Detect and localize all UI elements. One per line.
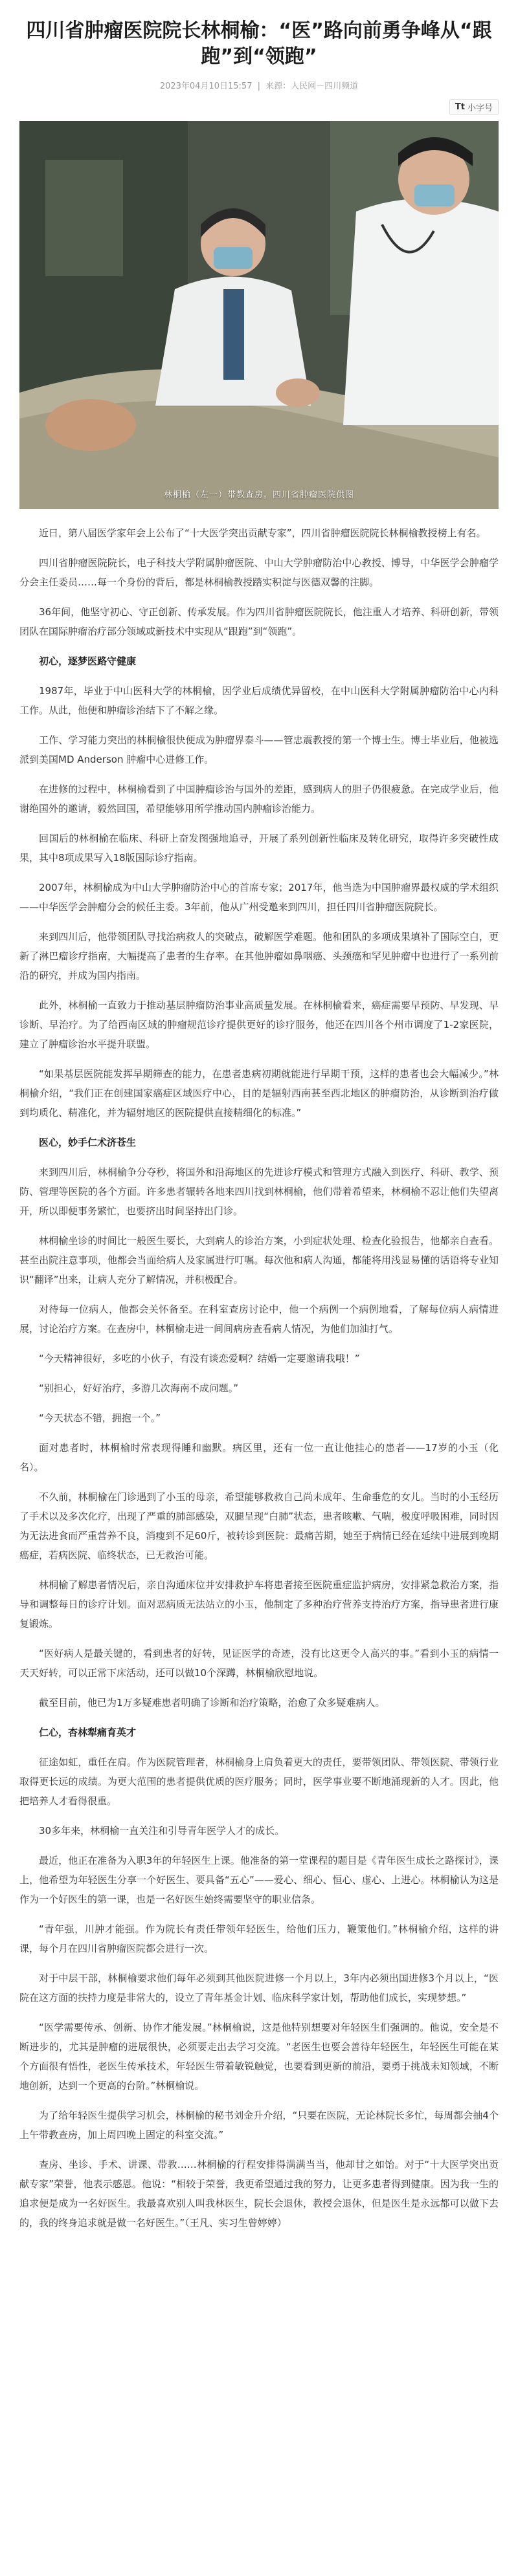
meta-divider: | xyxy=(257,82,260,91)
article-paragraph: 最近，他正在准备为入职3年的年轻医生上课。他准备的第一堂课程的题目是《青年医生成长之路探讨》，课上，他希望为年轻医生分享一个好医生、要具备“五心”——爱心、细心、恒心、虚心、上进心。林桐榆认为这是作为一个好医生的第一课，也是一名好医生始终需要坚守的职业信条。 xyxy=(19,1855,499,1905)
section-heading: 初心，逐梦医路守健康 xyxy=(39,655,137,667)
article-paragraph: 为了给年轻医生提供学习机会，林桐榆的秘书刘金升介绍，“只要在医院，无论林院长多忙，每周都会抽4个上午带教查房，加上周四晚上固定的科室交流。” xyxy=(19,2110,499,2141)
article-paragraph: 在进修的过程中，林桐榆看到了中国肿瘤诊治与国外的差距，感到病人的胆子仍很疲惫。在完成学业后，他谢绝国外的邀请，毅然回国，希望能够用所学推动国内肿瘤诊治能力。 xyxy=(19,783,499,814)
article-paragraph: “医好病人是最关键的，看到患者的好转，见证医学的奇迹，没有比这更令人高兴的事。”看到小玉的病情一天天好转，可以正常下床活动，还可以做10个深蹲，林桐榆欣慰地说。 xyxy=(19,1648,499,1679)
publish-date: 2023年04月10日15:57 xyxy=(159,82,253,91)
article-paragraph: 林桐榆了解患者情况后，亲自沟通床位并安排救护车将患者接至医院重症监护病房，安排紧急救治方案，指导和调整每日的诊疗计划。面对恶病质无法站立的小玉，他制定了多种治疗营养支持治疗方案，指导患者进行康复锻炼。 xyxy=(19,1579,499,1630)
font-size-button[interactable] xyxy=(449,99,499,115)
article-paragraph: 截至目前，他已为1万多疑难患者明确了诊断和治疗策略，治愈了众多疑难病人。 xyxy=(39,1697,385,1708)
article-paragraph: “如果基层医院能发挥早期筛查的能力，在患者患病初期就能进行早期干预，这样的患者也会大幅减少。”林桐榆介绍，“我们正在创建国家癌症区域医疗中心，目的是辐射西南甚至西北地区的肿瘤防治，从诊断到治疗做到均质化、精准化，并为辐射地区的医院提供直接精细化的标准。” xyxy=(19,1068,499,1119)
article-paragraph: “别担心，好好治疗，多游几次海南不成问题。” xyxy=(39,1382,239,1394)
article-paragraph: 此外，林桐榆一直致力于推动基层肿瘤防治事业高质量发展。在林桐榆看来，癌症需要早预防、早发现、早诊断、早治疗。为了给西南区域的肿瘤规范诊疗提供更好的诊疗服务，他还在四川各个州市调度了1-2家医院，建立了肿瘤诊治水平提升联盟。 xyxy=(19,999,499,1050)
bottom-spacer xyxy=(19,2243,499,2258)
article-paragraph: “今天精神很好，多吃的小伙子，有没有谈恋爱啊？结婚一定要邀请我哦！” xyxy=(39,1353,360,1364)
article-title: 四川省肿瘤医院院长林桐榆：“医”路向前勇争峰从“跟跑”到“领跑” xyxy=(26,19,492,68)
article-paragraph: 征途如虹，重任在肩。作为医院管理者，林桐榆身上肩负着更大的责任，要带领团队、带领医院、带领行业取得更长远的成绩。为更大范围的患者提供优质的医疗服务；同时，医学事业要不断地涌现新的人才。因此，他把培养人才看得很重。 xyxy=(19,1756,499,1807)
article-paragraph: 面对患者时，林桐榆时常表现得睡和幽默。病区里，还有一位一直让他挂心的患者——17岁的小玉（化名）。 xyxy=(19,1442,499,1473)
article-paragraph: 工作、学习能力突出的林桐榆很快便成为肿瘤界泰斗——管忠震教授的第一个博士生。博士毕业后，他被选派到美国MD Anderson 肿瘤中心进修工作。 xyxy=(19,734,499,765)
article-photo xyxy=(19,121,499,509)
article-paragraph: “今天状态不错，拥抱一个。” xyxy=(39,1412,161,1424)
article-paragraph: 1987年，毕业于中山医科大学的林桐榆，因学业后成绩优异留校，在中山医科大学附属肿瘤防治中心内科工作。从此，他便和肿瘤诊治结下了不解之缘。 xyxy=(19,685,499,716)
article-paragraph: 2007年，林桐榆成为中山大学肿瘤防治中心的首席专家；2017年，他当选为中国肿瘤界最权威的学术组织——中华医学会肿瘤分会的候任主委。3年前，他从广州受邀来到四川，担任四川省肿瘤医院院长。 xyxy=(19,882,499,913)
article-paragraph: 林桐榆坐诊的时间比一般医生要长，大到病人的诊治方案，小到症状处理、检查化验报告，他都亲自查看。甚至出院注意事项，他都会当面给病人及家属进行叮嘱。每次他和病人沟通，都能将用浅显易懂的话语将专业知识“翻译”出来，让病人充分了解情况，并积极配合。 xyxy=(19,1235,499,1285)
article-paragraph: 对于中层干部，林桐榆要求他们每年必须到其他医院进修一个月以上，3年内必须出国进修3个月以上，“医院在这方面的扶持力度是非常大的，设立了青年基金计划、临床科学家计划，帮助他们成长，实现梦想。” xyxy=(19,1972,499,2003)
photo-caption: 林桐榆（左一）带教查房。四川省肿瘤医院供图 xyxy=(163,490,354,500)
article-paragraph: 36年间，他坚守初心、守正创新、传承发展。作为四川省肿瘤医院院长，他注重人才培养、科研创新，带领团队在国际肿瘤治疗部分领域或新技术中实现从“跟跑”到“领跑”。 xyxy=(19,606,499,637)
article-paragraph: “医学需要传承、创新、协作才能发展。”林桐榆说，这是他特别想要对年轻医生们强调的。他说，安全是不断进步的，尤其是肿瘤的进展很快，必须要走出去学习交流。“老医生也要会善待年轻医生，年轻医生可能在某个方面很有悟性，老医生传承技术，年轻医生带着敏锐触觉，也要看到更新的前沿，要勇于挑战未知领域，不断地创新，达到一个更高的台阶。”林桐榆说。 xyxy=(19,2022,499,2091)
article-paragraph: 来到四川后，林桐榆争分夺秒，将国外和沿海地区的先进诊疗模式和管理方式融入到医疗、科研、教学、预防、管理等医院的各个方面。许多患者辗转各地来四川找到林桐榆，他们带着希望来，林桐榆不忍让他们失望离开，所以即便事务繁忙，也要挤出时间坚持出门诊。 xyxy=(19,1166,499,1217)
article-source: 来源：人民网－四川频道 xyxy=(265,82,359,91)
article-paragraph: 回国后的林桐榆在临床、科研上奋发图强地追寻，开展了系列创新性临床及转化研究，取得许多突破性成果，其中8项成果写入18版国际诊疗指南。 xyxy=(19,833,499,864)
article-meta xyxy=(19,79,499,91)
article-paragraph: “青年强，川肿才能强。作为院长有责任带领年轻医生，给他们压力，鞭策他们。”林桐榆介绍，这样的讲课，每个月在四川省肿瘤医院都会进行一次。 xyxy=(19,1923,499,1954)
article-paragraph: 不久前，林桐榆在门诊遇到了小玉的母亲，希望能够救救自己尚未成年、生命垂危的女儿。当时的小玉经历了手术以及多次化疗，出现了严重的肺部感染，双腿呈现“白肺”状态，患者咳嗽、气喘，极度呼吸困难，同时因为无法进食而严重营养不良，消瘦到不足60斤，被转诊到医院：最痛苦期，她至于病情已经在延续中进展到晚期癌症，若病医院、临终状态，已无救治可能。 xyxy=(19,1491,499,1561)
article-paragraph: 近日，第八届医学家年会上公布了“十大医学突出贡献专家”，四川省肿瘤医院院长林桐榆教授榜上有名。 xyxy=(39,527,486,539)
section-heading: 医心，妙手仁术济苍生 xyxy=(39,1137,137,1148)
article-body xyxy=(19,523,499,2232)
article-paragraph: 四川省肿瘤医院院长，电子科技大学附属肿瘤医院、中山大学肿瘤防治中心教授、博导，中华医学会肿瘤学分会主任委员……每一个身份的背后，都是林桐榆教授踏实积淀与医德双馨的注脚。 xyxy=(19,557,499,588)
article-paragraph: 查房、坐诊、手术、讲课、带教……林桐榆的行程安排得满满当当，他却甘之如饴。对于“十大医学突出贡献专家”荣誉，他表示感恩。他说：“相较于荣誉，我更希望通过我的努力，让更多患者得到健康。因为我一生的追求便是成为一名好医生。我最喜欢别人叫我林医生，院长会退休，教授会退休，但是医生是永远都可以做下去的，我的终身追求就是做一名好医生。”（王凡、实习生曾婷婷） xyxy=(19,2159,499,2229)
photo-illustration xyxy=(19,121,499,509)
section-heading: 仁心，杏林犁痛育英才 xyxy=(39,1727,137,1738)
font-size-icon: Tt xyxy=(455,102,465,112)
article-paragraph: 对待每一位病人，他都会关怀备至。在科室查房讨论中，他一个病例一个病例地看，了解每位病人病情进展，讨论治疗方案。在查房中，林桐榆走进一间间病房查看病人情况，为他们加油打气。 xyxy=(19,1304,499,1335)
font-toolbar xyxy=(19,98,499,116)
article-paragraph: 来到四川后，他带领团队寻找治病救人的突破点，破解医学难题。他和团队的多项成果填补了国际空白，更新了淋巴瘤诊疗指南，大幅提高了患者的生存率。在其他肿瘤如鼻咽癌、头颈癌和罕见肿瘤中也进行了一系列前沿的研究，并成为国内指南。 xyxy=(19,931,499,981)
font-size-label: 小字号 xyxy=(467,103,493,113)
article-paragraph: 30多年来，林桐榆一直关注和引导青年医学人才的成长。 xyxy=(39,1825,285,1837)
